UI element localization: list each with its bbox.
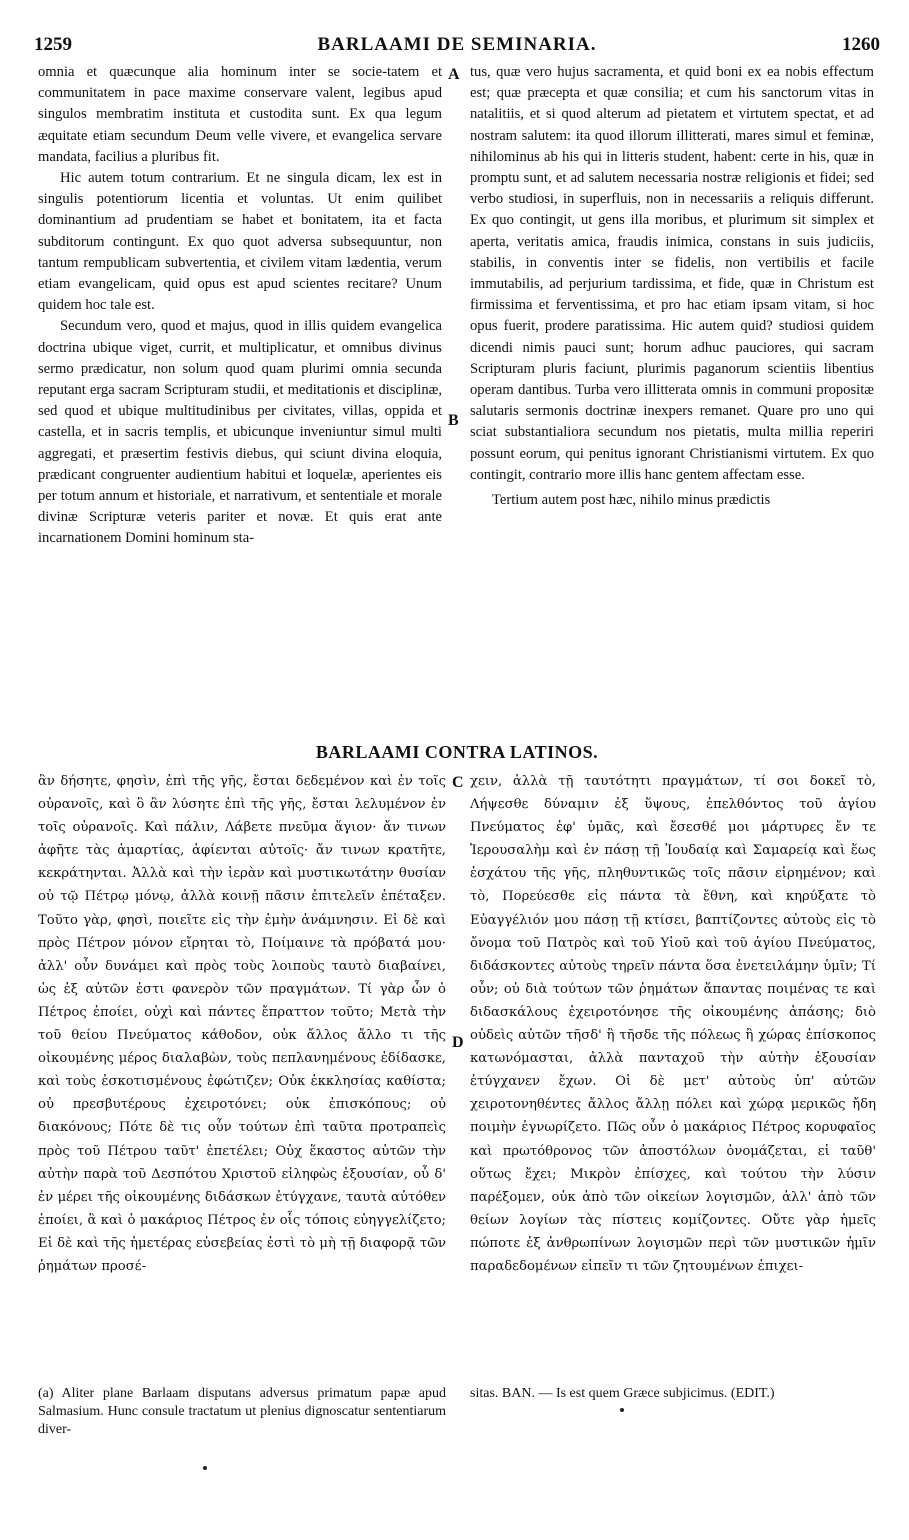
footnote-right: sitas. BAN. — Is est quem Græce subjicimus. (EDIT.): [470, 1386, 775, 1401]
greek-left-text: ἂν δήσητε, φησὶν, ἐπὶ τῆς γῆς, ἔσται δεδεμένον καὶ ἐν τοῖς οὐρανοῖς, καὶ ὃ ἂν λύσητε ἐπὶ τῆς γῆς, ἔσται λελυμένον ἐν τοῖς οὐρανοῖς. Καὶ πάλιν, Λάβετε πνεῦμα ἅγιον· ἄν τινων ἀφῆτε τὰς ἁμαρτίας, ἀφίενται αὐτοῖς· ἄν τινων κρατῆτε, κεκράτηνται. Ἀλλὰ καὶ τὴν ἱερὰν καὶ μυστικωτάτην θυσίαν οὐ τῷ Πέτρῳ μόνῳ, ἀλλὰ κοινῇ πᾶσιν ἐπιτελεῖν ἐπέταξεν. Τοῦτο γὰρ, φησὶ, ποιεῖτε εἰς τὴν ἐμὴν ἀνάμνησιν. Εἰ δὲ καὶ πρὸς Πέτρον μόνον εἴρηται τὸ, Ποίμαινε τὰ πρόβατά μου· ἀλλ' οὖν δυνάμει καὶ πρὸς τοὺς λοιποὺς ταυτὸ διαβαίνει, ὡς ἐξ αὐτῶν ἐστι φανερὸν τῶν πραγμάτων. Τί γὰρ ὧν ὁ Πέτρος ἐποίει, οὐχὶ καὶ πάντες ἔπραττον τοῦτο; Μετὰ τὴν τοῦ θείου Πνεύματος κάθοδον, οὐκ ἄλλος ἄλλο τι τῆς οἰκουμένης μέρος διαλαβὼν, τοὺς πεπλανημένους ἐδίδασκε, καὶ τοὺς ἐσκοτισμένους ἐφώτιζεν; Οὐκ ἐκκλησίας καθίστα; οὐ πρεσβυτέρους ἐχειροτόνει; οὐκ ἐπισκόπους; οὐ διακόνους; Πότε δὲ τις οὖν τούτων ἐπὶ ταῦτα προτραπεὶς πρὸς τοῦ Πέτρου ταῦτ' ἐπετέλει; Οὐχ ἕκαστος αὐτῶν τὴν αὐτὴν παρὰ τοῦ Δεσπότου Χριστοῦ εἰληφὼς ἐξουσίαν, οὗ δ' ἐν μέρει τῆς οἰκουμένης διδάσκων ἐτύγχανε, ταυτὰ αὐτόθεν ἐποίει, ἃ καὶ ὁ μακάριος Πέτρος ἐν οἷς τόποις εὐηγγελίζετο; Εἰ δὲ καὶ τῆς ἡμετέρας εὐσεβείας ἐστὶ τὸ μὴ τῇ διαφορᾷ τῶν ῥημάτων προσέ-: [38, 774, 446, 1274]
latin-column-right: [470, 62, 874, 511]
latin-column-left: [38, 62, 442, 550]
page-number-right: 1260: [842, 34, 880, 55]
ink-speck: [203, 1466, 207, 1470]
latin-right-paragraph-2: Tertium autem post hæc, nihilo minus prædictis: [492, 492, 771, 509]
latin-left-paragraph-3: Secundum vero, quod et majus, quod in illis quidem evangelica doctrina ubique viget, currit, et multiplicatur, et omnibus divinus sermo prædicatur, non solum quod quam plurimi omnia secunda reputant erga sacram Scripturam studii, et meditationis et disciplinæ, sed quod et ubique multitudinibus per civitates, villas, oppida et castella, et in sacris templis, et ubicunque inveniuntur simul multi aggregati, et præsertim festivis diebus, qui sciunt divina eloquia, prædicant congruenter audientium habitui et loquelæ, aperientes eis per totum annum et historiale, et narrativum, et sententiale et morale divinæ Scripturæ veteris pariter et novæ. Et quis erat ante incarnationem Domini hominum sta-: [38, 318, 442, 547]
page-number-left: 1259: [34, 34, 72, 55]
margin-marker-b: B: [448, 412, 459, 429]
greek-column-left: [38, 770, 446, 1278]
latin-left-paragraph-2: Hic autem totum contrarium. Et ne singula dicam, lex est in singulis potentiorum licentia et voluntas. Ut enim quilibet dominantium ad prudentiam se habet et bonitatem, ita et facta subditorum contingunt. Ex quo quot adversa subsequuntur, non tantum rempublicam subvertentia, et civilem vitam lædentia, verum etiam evangelicam, quid opus est apud scientes recitare? Unum quidem hoc tale est.: [38, 170, 442, 314]
footnote-left: (a) Aliter plane Barlaam disputans adversus primatum papæ apud Salmasium. Hunc consule tractatum ut plenius dignoscatur sententiarum diver-: [38, 1386, 446, 1437]
margin-marker-a: A: [448, 66, 460, 83]
margin-marker-d: D: [452, 1034, 464, 1051]
greek-column-right: [470, 770, 876, 1278]
latin-left-paragraph-1: omnia et quæcunque alia hominum inter se socie-tatem et communitatem in pace maxime conservare valent, legibus apud singulos membratim instituta et custodita sunt. Ex qua legum æquitate etiam secundum Deum velle vivere, et evangelica servare mandata, facilius a pluribus fit.: [38, 64, 442, 165]
section-title: BARLAAMI CONTRA LATINOS.: [315, 742, 599, 762]
ink-speck: [620, 1408, 624, 1412]
running-header: [34, 34, 880, 62]
margin-marker-c: C: [452, 774, 464, 791]
running-title: BARLAAMI DE SEMINARIA.: [317, 34, 597, 55]
latin-right-paragraph-1: tus, quæ vero hujus sacramenta, et quid boni ex ea nobis effectum est; quæ præcepta et quæ consilia; et cum his sanctorum vitas in natalitiis, et si quod alterum ad pietatem et virtutem spectat, et ad nostram salutem: ita quod illorum illitterati, mares simul et feminæ, nihilominus ab his qui in litteris student, habent: certe in his, quæ in promptu sunt, et ad salutem necessaria nostræ religionis et fidei; sed verbo studiosi, in superfluis, non in necessariis a reliquis differunt. Ex quo contingit, ut gens illa moribus, et plurimum sit simplex et aperta, veritatis amica, fraudis inimica, constans in suis judiciis, stabilis, in conventis inter se fidelis, non vertibilis et facile immutabilis, ad perjurium tardissima, et fide, quæ in Christum est firmissima et ferventissima, et pro hac etiam ipsam vitam, si hoc opus fuerit, prodere paratissima. Hic autem quid? studiosi quidem dicendi nimis pauci sunt; horum adhuc pauciores, qui sacram Scripturam pluris faciunt, plurimis paganorum scientiis libentius operam dantibus. Turba vero illitterata omnis in communi propositæ salutaris sermonis doctrinæ inexpers remanet. Quare pro uno qui sciat substantialiora secundum nos pietatis, multa millia reperiri possunt eorum, qui penitus ignorant Christianismi virtutem. Ex quo contingit, contrario more illis hanc gentem affectam esse.: [470, 64, 874, 483]
greek-right-text: χειν, ἀλλὰ τῇ ταυτότητι πραγμάτων, τί σοι δοκεῖ τὸ, Λήψεσθε δύναμιν ἐξ ὕψους, ἐπελθόντος τοῦ ἁγίου Πνεύματος ἐφ' ὑμᾶς, καὶ ἔσεσθέ μοι μάρτυρες ἔν τε Ἱερουσαλὴμ καὶ ἐν πάσῃ τῇ Ἰουδαίᾳ καὶ Σαμαρείᾳ καὶ ἕως ἐσχάτου τῆς γῆς, πληθυντικῶς τοῖς πᾶσιν εἰρημένον; καὶ τὸ, Πορεύεσθε εἰς πάντα τὰ ἔθνη, καὶ κηρύξατε τὸ Εὐαγγέλιόν μου πάσῃ τῇ κτίσει, βαπτίζοντες αὐτοὺς εἰς τὸ ὄνομα τοῦ Πατρὸς καὶ τοῦ Υἱοῦ καὶ τοῦ ἁγίου Πνεύματος, διδάσκοντες αὐτοὺς τηρεῖν πάντα ὅσα ἐνετειλάμην ὑμῖν; Τί οὖν; οὐ διὰ τούτων τῶν ῥημάτων ἅπαντας ποιμένας τε καὶ διδασκάλους ἐχειροτόνησε τῆς οἰκουμένης ἁπάσης; διὸ οὐδεὶς αὐτῶν τῆσδ' ἢ τῆσδε τῆς πόλεως ἢ χώρας ἐπίσκοπος κατωνόμασται, ἀλλὰ πανταχοῦ τὴν αὐτὴν ἐξουσίαν ἐτύγχανεν ἔχων. Οἱ δὲ μετ' αὐτοὺς ὑπ' αὐτῶν χειροτονηθέντες ἄλλος ἄλλῃ πόλει καὶ χώρᾳ μερικῶς ἤδη ποιμὴν ἐγνωρίζετο. Πῶς οὖν ὁ μακάριος Πέτρος κορυφαῖος καὶ πρωτόθρονος τῶν ἀποστόλων ὀνομάζεται, εἰ ταῦθ' οὕτως ἔχει; Μικρὸν ἐπίσχες, καὶ τούτου τὴν λύσιν παρέξομεν, οὐκ ἀπὸ τῶν οἰκείων λογισμῶν, ἀλλ' ἀπὸ τῶν θείων λογίων τὰς πίστεις κομίζοντες. Οὔτε γὰρ ἡμεῖς πώποτε ἐξ ἀνθρωπίνων λογισμῶν περὶ τῶν μυστικῶν ἡμῖν παραδεδομένων εἰπεῖν τι τῶν ζητουμένων ἐπιχει-: [470, 774, 876, 1274]
